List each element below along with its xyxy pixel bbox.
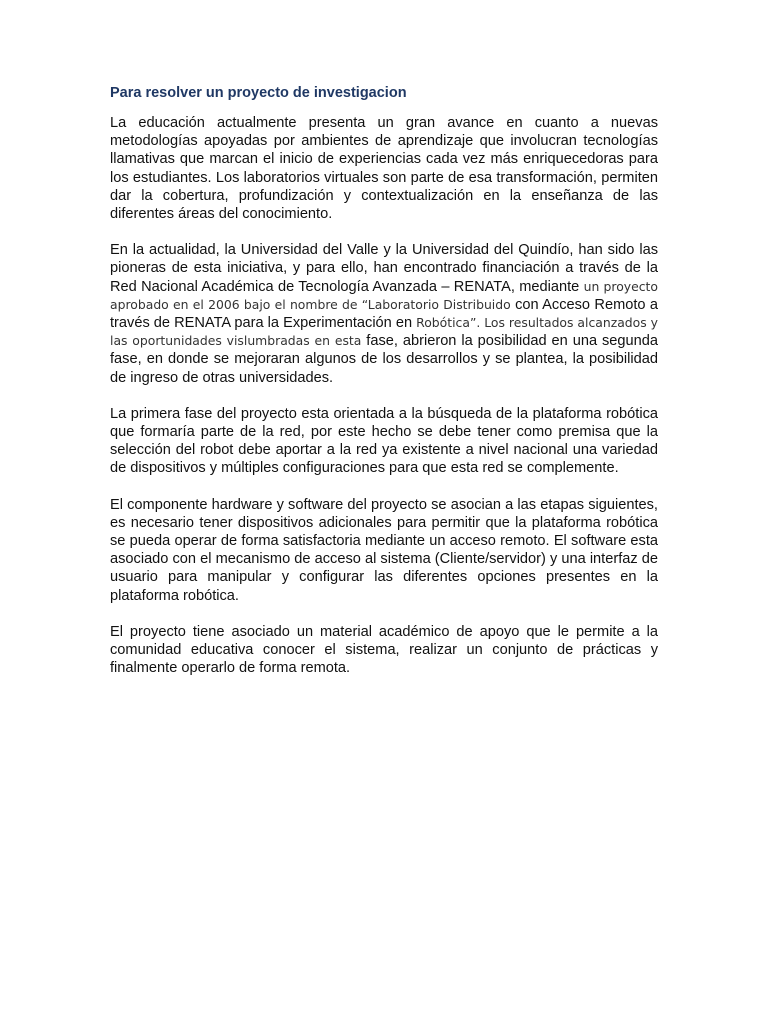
document-title: Para resolver un proyecto de investigacion: [110, 85, 407, 101]
paragraph-2-part-5: fase, abrieron la posibilidad en una segunda fase, en donde se mejoraran algunos de los desarrollos y se plantea, la posibilidad de ingreso de otras universidades.: [110, 333, 659, 386]
paragraph-4: El componente hardware y software del proyecto se asocian a las etapas siguientes, es necesario tener dispositivos adicionales para permitir que la plataforma robótica se pueda operar de forma satisfactoria mediante un acceso remoto. El software esta asociado con el mecanismo de acceso al sistema (Cliente/servidor) y una interfaz de usuario para manipular y configurar las diferentes opciones presentes en la plataforma robótica.: [110, 496, 658, 604]
paragraph-2-part-1: En la actualidad, la Universidad del Valle y la Universidad del Quindío, han sido las pioneras de esta iniciativa, y para ello, han encontrado financiación a través de la Red Nacional Académica de Tecnología Avanzada – RENATA, mediante: [110, 242, 658, 295]
paragraph-2-part-4: Robótica”. Los resultados alcanzados y las oportunidades vislumbradas en esta: [110, 315, 658, 349]
paragraph-2-part-3: con Acceso Remoto a través de RENATA para la Experimentación en: [110, 296, 659, 332]
document-page: [110, 84, 658, 695]
paragraph-1: La educación actualmente presenta un gran avance en cuanto a nuevas metodologías apoyadas por ambientes de aprendizaje que involucran tecnologías llamativas que marcan el inicio de experiencias cada vez más enriquecedoras para los estudiantes. Los laboratorios virtuales son parte de esa transformación, permiten dar la cobertura, profundización y contextualización en la enseñanza de las diferentes áreas del conocimiento.: [110, 115, 658, 223]
paragraph-3: La primera fase del proyecto esta orientada a la búsqueda de la plataforma robótica que formaría parte de la red, por este hecho se debe tener como premisa que la selección del robot debe aportar a la red ya existente a nivel nacional una variedad de dispositivos y múltiples configuraciones para que esta red se complemente.: [110, 405, 658, 477]
paragraph-5: El proyecto tiene asociado un material académico de apoyo que le permite a la comunidad educativa conocer el sistema, realizar un conjunto de prácticas y finalmente operarlo de forma remota.: [110, 623, 658, 677]
paragraph-2-part-2: un proyecto aprobado en el 2006 bajo el nombre de “Laboratorio Distribuido: [110, 278, 658, 312]
paragraph-2: [110, 241, 658, 387]
